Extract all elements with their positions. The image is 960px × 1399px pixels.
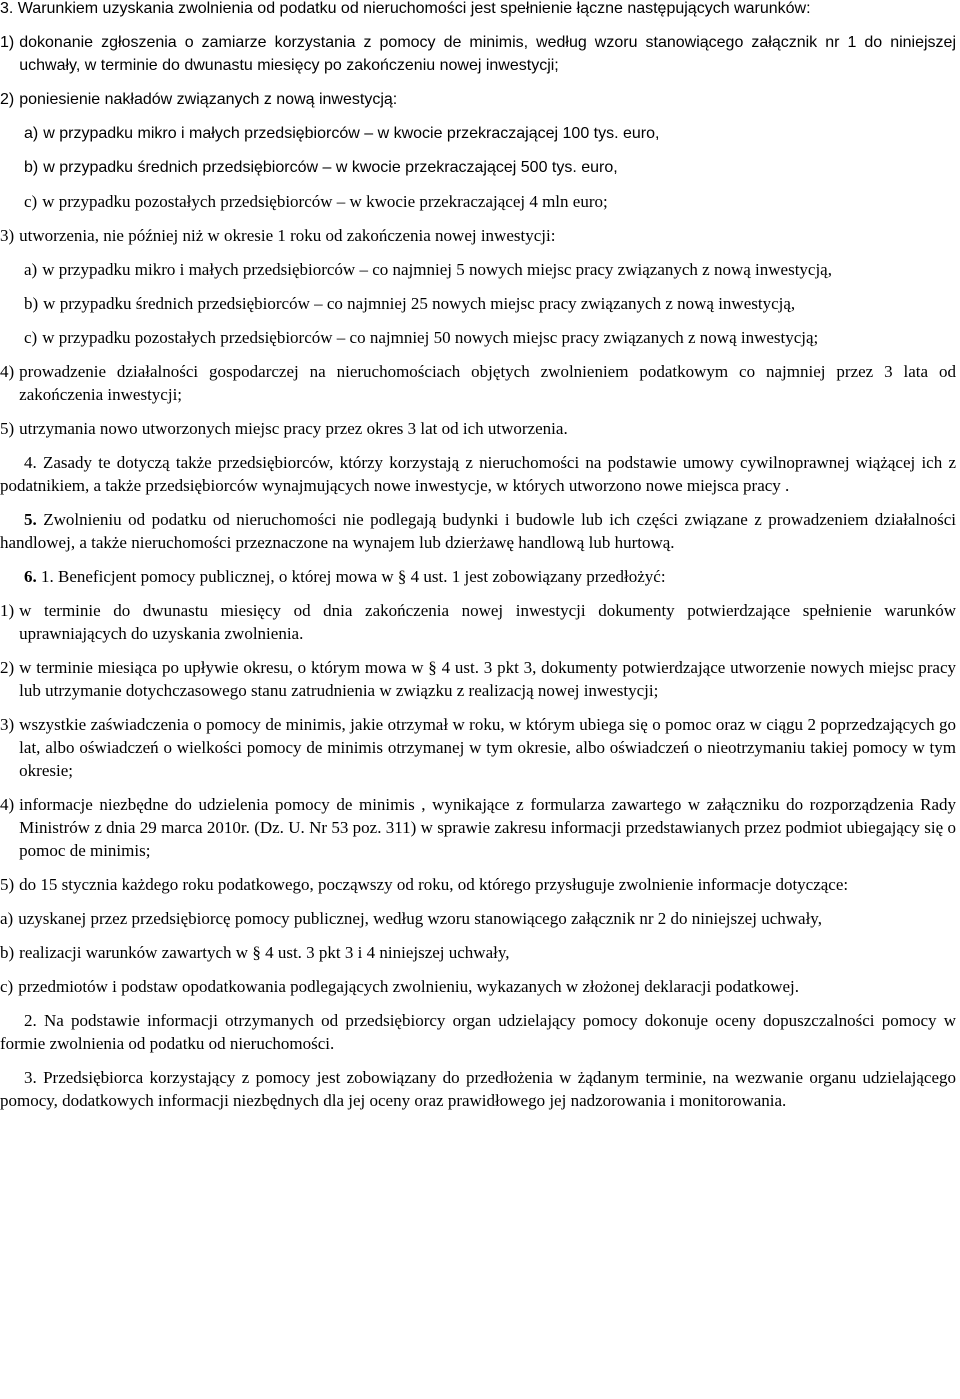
item-text: w przypadku mikro i małych przedsiębiorców – co najmniej 5 nowych miejsc pracy związanych z nową inwestycją, (42, 260, 832, 279)
item-text: w terminie miesiąca po upływie okresu, o którym mowa w § 4 ust. 3 pkt 3, dokumenty potwierdzające utworzenie nowych miejsc pracy lub utrzymanie dotychczasowego stanu zatrudnienia w związku z realizacją nowej inwestycji; (19, 658, 956, 700)
item-number: 2) (0, 658, 15, 677)
section-6-sub-2-number: 2. (24, 1011, 37, 1030)
item-number: 4) (0, 362, 15, 381)
section-3-number: 3. (0, 0, 14, 17)
item-text: poniesienie nakładów związanych z nową inwestycją: (19, 91, 398, 108)
item-number: 2) (0, 91, 15, 108)
item-text: przedmiotów i podstaw opodatkowania podlegających zwolnieniu, wykazanych w złożonej deklaracji podatkowej. (18, 977, 800, 996)
item-text: w przypadku średnich przedsiębiorców – w kwocie przekraczającej 500 tys. euro, (43, 159, 618, 176)
section-6-item-4 (0, 793, 956, 862)
section-4-number: 4. (24, 453, 37, 472)
section-6-sub-2 (0, 1009, 956, 1055)
section-6-number: 6. (24, 567, 37, 586)
section-3-item-3b (0, 292, 956, 315)
item-text: wszystkie zaświadczenia o pomocy de minimis, jakie otrzymał w roku, w którym ubiega się o pomoc oraz w ciągu 2 poprzedzających go lat, albo oświadczeń o wielkości pomocy de minimis otrzymanej w tym okresie, albo oświadczeń o nieotrzymaniu takiej pomocy w tym okresie; (19, 715, 956, 780)
section-3-item-3a (0, 258, 956, 281)
section-5-text: Zwolnieniu od podatku od nieruchomości nie podlegają budynki i budowle lub ich części związane z prowadzeniem działalności handlowej, a także nieruchomości przeznaczone na wynajem lub dzierżawę handlową lub hurtową. (0, 510, 956, 552)
item-number: 4) (0, 795, 15, 814)
item-text: utrzymania nowo utworzonych miejsc pracy przez okres 3 lat od ich utworzenia. (19, 419, 568, 438)
item-text: do 15 stycznia każdego roku podatkowego, począwszy od roku, od którego przysługuje zwolnienie informacje dotyczące: (19, 875, 849, 894)
item-number: 3) (0, 226, 15, 245)
item-text: w przypadku pozostałych przedsiębiorców – co najmniej 50 nowych miejsc pracy związanych z nową inwestycją; (42, 328, 819, 347)
section-3-item-2c (0, 190, 956, 213)
section-3-item-2b (0, 156, 956, 179)
section-6-sub-2-text: Na podstawie informacji otrzymanych od przedsiębiorcy organ udzielający pomocy dokonuje oceny dopuszczalności pomocy w formie zwolnienia od podatku od nieruchomości. (0, 1011, 956, 1053)
item-text: utworzenia, nie później niż w okresie 1 roku od zakończenia nowej inwestycji: (19, 226, 556, 245)
item-letter: a) (24, 260, 38, 279)
item-text: uzyskanej przez przedsiębiorcę pomocy publicznej, według wzoru stanowiącego załącznik nr 2 do niniejszej uchwały, (18, 909, 822, 928)
section-3-intro-text: Warunkiem uzyskania zwolnienia od podatku od nieruchomości jest spełnienie łączne następujących warunków: (17, 0, 811, 17)
item-letter: a) (24, 125, 39, 142)
item-number: 5) (0, 419, 15, 438)
item-letter: b) (24, 159, 39, 176)
item-text: w terminie do dwunastu miesięcy od dnia zakończenia nowej inwestycji dokumenty potwierdzające spełnienie warunków uprawniających do uzyskania zwolnienia. (19, 601, 956, 643)
item-text: w przypadku pozostałych przedsiębiorców – w kwocie przekraczającej 4 mln euro; (42, 192, 608, 211)
section-6-sub-3-text: Przedsiębiorca korzystający z pomocy jest zobowiązany do przedłożenia w żądanym terminie, na wezwanie organu udzielającego pomocy, dodatkowych informacji niezbędnych dla jej oceny oraz prawidłowego jej nadzorowania i monitorowania. (0, 1068, 957, 1110)
section-3-item-2 (0, 88, 956, 111)
section-6-item-5b (0, 941, 956, 964)
section-4-text: Zasady te dotyczą także przedsiębiorców, którzy korzystają z nieruchomości na podstawie umowy cywilnoprawnej wiążącej ich z podatnikiem, a także przedsiębiorców wynajmujących nowe inwestycje, w których utworzono nowe miejsca pracy . (0, 453, 956, 495)
section-6-item-1 (0, 599, 956, 645)
item-number: 3) (0, 715, 15, 734)
item-letter: c) (0, 977, 14, 996)
item-text: realizacji warunków zawartych w § 4 ust. 3 pkt 3 i 4 niniejszej uchwały, (19, 943, 510, 962)
item-number: 5) (0, 875, 15, 894)
item-letter: b) (0, 943, 15, 962)
section-6-sub-3-number: 3. (24, 1068, 37, 1087)
item-letter: c) (24, 328, 38, 347)
section-6-item-5c (0, 975, 956, 998)
item-letter: a) (0, 909, 14, 928)
section-6-item-3 (0, 713, 956, 782)
section-4 (0, 451, 956, 497)
item-letter: b) (24, 294, 39, 313)
section-3-item-2a (0, 122, 956, 145)
section-6-sub-1-number: 1. (41, 567, 54, 586)
section-3-item-4 (0, 360, 956, 406)
section-3-intro (0, 0, 956, 20)
section-3-item-5 (0, 417, 956, 440)
item-number: 1) (0, 34, 15, 51)
section-3-item-3c (0, 326, 956, 349)
section-3-item-1 (0, 31, 956, 77)
item-text: prowadzenie działalności gospodarczej na nieruchomościach objętych zwolnieniem podatkowym co najmniej przez 3 lata od zakończenia inwestycji; (19, 362, 956, 404)
item-text: w przypadku średnich przedsiębiorców – co najmniej 25 nowych miejsc pracy związanych z nową inwestycją, (43, 294, 796, 313)
section-5 (0, 508, 956, 554)
section-6-sub-1 (0, 565, 956, 588)
section-5-number: 5. (24, 510, 37, 529)
section-6-sub-3 (0, 1066, 956, 1112)
section-6-item-2 (0, 656, 956, 702)
section-6-sub-1-text: Beneficjent pomocy publicznej, o której mowa w § 4 ust. 1 jest zobowiązany przedłożyć: (58, 567, 666, 586)
section-3-item-3 (0, 224, 956, 247)
item-text: w przypadku mikro i małych przedsiębiorców – w kwocie przekraczającej 100 tys. euro, (43, 125, 660, 142)
item-text: informacje niezbędne do udzielenia pomocy de minimis , wynikające z formularza zawartego w załączniku do rozporządzenia Rady Ministrów z dnia 29 marca 2010r. (Dz. U. Nr 53 poz. 311) w sprawie zakresu informacji przedstawianych przez podmiot ubiegający się o pomoc de minimis; (19, 795, 956, 860)
item-letter: c) (24, 192, 38, 211)
section-6-item-5a (0, 907, 956, 930)
item-number: 1) (0, 601, 15, 620)
item-text: dokonanie zgłoszenia o zamiarze korzystania z pomocy de minimis, według wzoru stanowiącego załącznik nr 1 do niniejszej uchwały, w terminie do dwunastu miesięcy po zakończeniu nowej inwestycji; (19, 34, 956, 74)
section-6-item-5 (0, 873, 956, 896)
